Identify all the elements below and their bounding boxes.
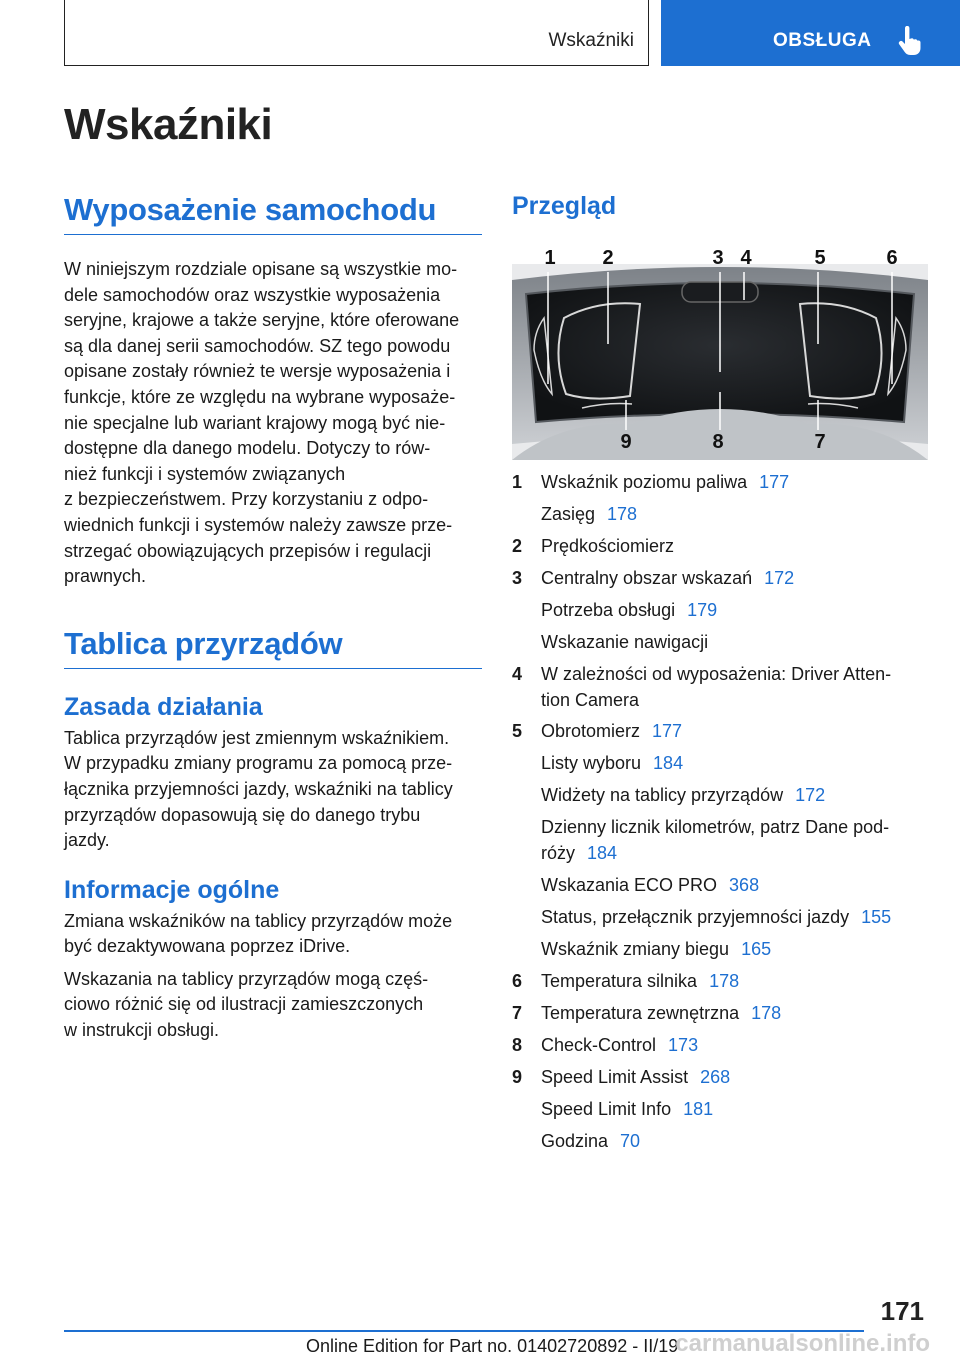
right-column [512, 192, 930, 221]
instrument-cluster-figure [512, 244, 928, 460]
text-line: w instrukcji obsługi. [64, 1020, 220, 1041]
legend-label: Potrzeba obsługi [541, 599, 676, 620]
legend-row [512, 502, 932, 528]
legend-text [541, 1097, 932, 1123]
page-reference-link[interactable]: 177 [652, 721, 683, 742]
legend-text-line [541, 1065, 932, 1091]
legend-number [512, 751, 541, 777]
legend-label: tion Camera [541, 689, 640, 710]
legend-row [512, 1065, 932, 1091]
legend-text-line [541, 534, 932, 560]
legend-number: 4 [512, 663, 523, 684]
page-reference-link[interactable]: 177 [759, 472, 790, 492]
legend-row [512, 662, 932, 713]
paragraph-general-2 [64, 967, 482, 1044]
legend-text [541, 969, 932, 995]
legend-label: Speed Limit Assist [541, 1066, 689, 1087]
legend-row [512, 873, 932, 899]
legend-text [541, 815, 932, 866]
legend-label: Dzienny licznik kilometrów, patrz Dane pod- [541, 817, 890, 838]
callout-number-4: 4 [740, 247, 752, 269]
legend-label: W zależności od wyposażenia: Driver Atten- [541, 663, 892, 684]
page-reference-link[interactable]: 178 [751, 1002, 782, 1023]
legend-number: 7 [512, 1002, 523, 1023]
legend-row [512, 1001, 932, 1027]
legend-number [512, 937, 541, 963]
paragraph-general-1 [64, 909, 482, 960]
text-line: dele samochodów oraz wszystkie wyposażenia [64, 284, 441, 305]
callout-number-8: 8 [712, 431, 724, 453]
legend-label: Godzina [541, 1130, 609, 1151]
legend-number: 9 [512, 1066, 523, 1087]
page-reference-link[interactable]: 172 [795, 785, 826, 806]
legend-text-line [541, 783, 932, 809]
heading-instrument-cluster: Tablica przyrządów [64, 626, 482, 669]
legend-text [541, 1001, 932, 1027]
legend-row [512, 534, 932, 560]
legend-number [512, 783, 541, 809]
legend-label: Centralny obszar wskazań [541, 567, 753, 588]
legend-label: Wskazania ECO PRO [541, 875, 718, 896]
legend-text [541, 1129, 932, 1155]
legend-label: róży [541, 843, 576, 864]
callout-number-7: 7 [814, 431, 826, 453]
legend-label: Wskaźnik zmiany biegu [541, 938, 730, 959]
paragraph-principle [64, 726, 482, 854]
heading-general-info: Informacje ogólne [64, 875, 280, 904]
paragraph-equipment [64, 257, 482, 590]
header-chapter-tab [661, 0, 960, 66]
legend-text-line [541, 1001, 932, 1027]
page-reference-link[interactable]: 181 [683, 1098, 714, 1119]
legend-row [512, 719, 932, 745]
legend-label: Widżety na tablicy przyrządów [541, 785, 784, 806]
legend-text-line [541, 873, 932, 899]
legend-number [512, 1129, 541, 1155]
legend-number [512, 630, 541, 656]
legend-text-line [541, 719, 932, 745]
text-line: opisane zostały również te wersje wyposażenia i [64, 361, 451, 382]
page-reference-link[interactable]: 172 [764, 567, 795, 588]
legend-text-line [541, 1097, 932, 1123]
legend-text [541, 783, 932, 809]
page-reference-link[interactable]: 184 [587, 843, 618, 864]
page-reference-link[interactable]: 179 [687, 599, 718, 620]
legend-number: 2 [512, 535, 523, 556]
legend-row [512, 905, 932, 931]
text-line: seryjne, krajowe a także seryjne, które oferowane [64, 310, 460, 331]
text-line: ciowo różnić się od ilustracji zamieszczonych [64, 994, 424, 1015]
legend-text [541, 719, 932, 745]
legend-text-line [541, 630, 932, 656]
legend-number [512, 598, 541, 624]
page-reference-link[interactable]: 173 [668, 1034, 699, 1055]
legend-text [541, 1033, 932, 1059]
legend-text-line [541, 1129, 932, 1155]
legend-row [512, 815, 932, 866]
legend-row [512, 751, 932, 777]
legend-text [541, 1065, 932, 1091]
header-chapter-title: OBSŁUGA [773, 30, 872, 51]
text-line: łącznika przyjemności jazdy, wskaźniki na tablicy [64, 778, 453, 799]
legend-number [512, 815, 541, 866]
text-line: wiednich funkcji i systemów należy zawsze prze- [64, 514, 453, 535]
legend-label: Zasięg [541, 503, 596, 524]
page-reference-link[interactable]: 178 [607, 503, 638, 524]
legend-text-line [541, 937, 932, 963]
legend-number [512, 873, 541, 899]
legend-label: Obrotomierz [541, 721, 641, 742]
text-line: przyrządów dopasowują się do danego trybu [64, 804, 421, 825]
legend-label: Wskazanie nawigacji [541, 631, 709, 652]
legend-label: Wskaźnik poziomu paliwa [541, 472, 748, 492]
legend-row [512, 937, 932, 963]
text-line: Zmiana wskaźników na tablicy przyrządów może [64, 910, 453, 931]
callout-number-2: 2 [602, 247, 614, 269]
legend-row [512, 783, 932, 809]
legend-number: 6 [512, 970, 523, 991]
page-number: 171 [880, 1296, 924, 1326]
text-line: nież funkcji i systemów związanych [64, 463, 346, 484]
page-reference-link[interactable]: 368 [729, 875, 760, 896]
callout-number-9: 9 [620, 431, 632, 453]
legend-row [512, 470, 932, 496]
legend-text-line [541, 815, 932, 841]
legend-number: 3 [512, 567, 523, 588]
legend-number: 5 [512, 721, 523, 742]
legend-text [541, 905, 932, 931]
legend-text-line [541, 905, 932, 931]
legend-text [541, 566, 932, 592]
hand-pointer-icon [897, 26, 923, 56]
legend-label: Temperatura zewnętrzna [541, 1002, 740, 1023]
text-line: Wskazania na tablicy przyrządów mogą częś- [64, 968, 429, 989]
callout-number-5: 5 [814, 247, 826, 269]
legend-text-line [541, 751, 932, 777]
header-section-box [64, 0, 649, 66]
footer-watermark: carmanualsonline.info [675, 1330, 930, 1357]
legend-text-line [541, 969, 932, 995]
page-reference-link[interactable]: 184 [653, 753, 684, 774]
text-line: W niniejszym rozdziale opisane są wszystkie mo- [64, 259, 458, 279]
legend-number [512, 502, 541, 528]
heading-overview: Przegląd [512, 192, 617, 220]
legend-label: Status, przełącznik przyjemności jazdy [541, 907, 850, 927]
legend-text [541, 937, 932, 963]
header-section-title: Wskaźniki [548, 30, 634, 51]
legend-text-line [541, 662, 932, 688]
legend-row [512, 566, 932, 592]
page-reference-link[interactable]: 70 [620, 1130, 641, 1151]
figure-legend [512, 470, 932, 1161]
text-line: Tablica przyrządów jest zmiennym wskaźnikiem. [64, 727, 450, 748]
legend-text [541, 470, 932, 496]
text-line: funkcje, które ze względu na wybrane wyposaże- [64, 386, 456, 407]
heading-principle: Zasada działania [64, 692, 263, 721]
legend-number: 1 [512, 472, 523, 492]
legend-label: Temperatura silnika [541, 970, 698, 991]
legend-number [512, 905, 541, 931]
legend-row [512, 969, 932, 995]
legend-text-line [541, 1033, 932, 1059]
legend-text [541, 630, 932, 656]
page-reference-link[interactable]: 178 [709, 970, 740, 991]
legend-text [541, 873, 932, 899]
heading-equipment: Wyposażenie samochodu [64, 192, 482, 235]
text-line: jazdy. [64, 830, 110, 851]
legend-text [541, 534, 932, 560]
text-line: być dezaktywowana poprzez iDrive. [64, 936, 351, 957]
callout-number-3: 3 [712, 247, 724, 269]
page-reference-link[interactable]: 268 [700, 1066, 731, 1087]
legend-row [512, 1033, 932, 1059]
page-title: Wskaźniki [64, 100, 273, 149]
callout-number-1: 1 [544, 247, 556, 269]
legend-label: Listy wyboru [541, 753, 642, 774]
legend-number [512, 1097, 541, 1123]
text-line: W przypadku zmiany programu za pomocą prze- [64, 753, 453, 774]
footer-edition: Online Edition for Part no. 01402720892 - II/19 [306, 1336, 679, 1356]
legend-text [541, 751, 932, 777]
text-line: nie specjalne lub wariant krajowy mogą być nie- [64, 412, 446, 433]
legend-text [541, 598, 932, 624]
text-line: z bezpieczeństwem. Przy korzystaniu z odpo- [64, 489, 429, 510]
text-line: dostępne dla danego modelu. Dotyczy to rów- [64, 438, 431, 459]
legend-text [541, 502, 932, 528]
legend-text-line [541, 841, 932, 867]
legend-label: Check-Control [541, 1034, 657, 1055]
legend-row [512, 1097, 932, 1123]
legend-text-line [541, 566, 932, 592]
legend-text-line [541, 688, 932, 714]
legend-row [512, 630, 932, 656]
legend-label: Prędkościomierz [541, 535, 675, 556]
text-line: strzegać obowiązujących przepisów i regulacji [64, 540, 432, 561]
text-line: prawnych. [64, 566, 147, 587]
legend-label: Speed Limit Info [541, 1098, 672, 1119]
page-reference-link[interactable]: 165 [741, 938, 772, 959]
callout-number-6: 6 [886, 247, 898, 269]
legend-row [512, 1129, 932, 1155]
legend-text-line [541, 470, 932, 496]
left-column [64, 192, 482, 1044]
page-reference-link[interactable]: 155 [861, 907, 892, 927]
legend-row [512, 598, 932, 624]
text-line: są dla danej serii samochodów. SZ tego powodu [64, 335, 451, 356]
legend-text-line [541, 502, 932, 528]
legend-number: 8 [512, 1034, 523, 1055]
legend-text-line [541, 598, 932, 624]
legend-text [541, 662, 932, 713]
